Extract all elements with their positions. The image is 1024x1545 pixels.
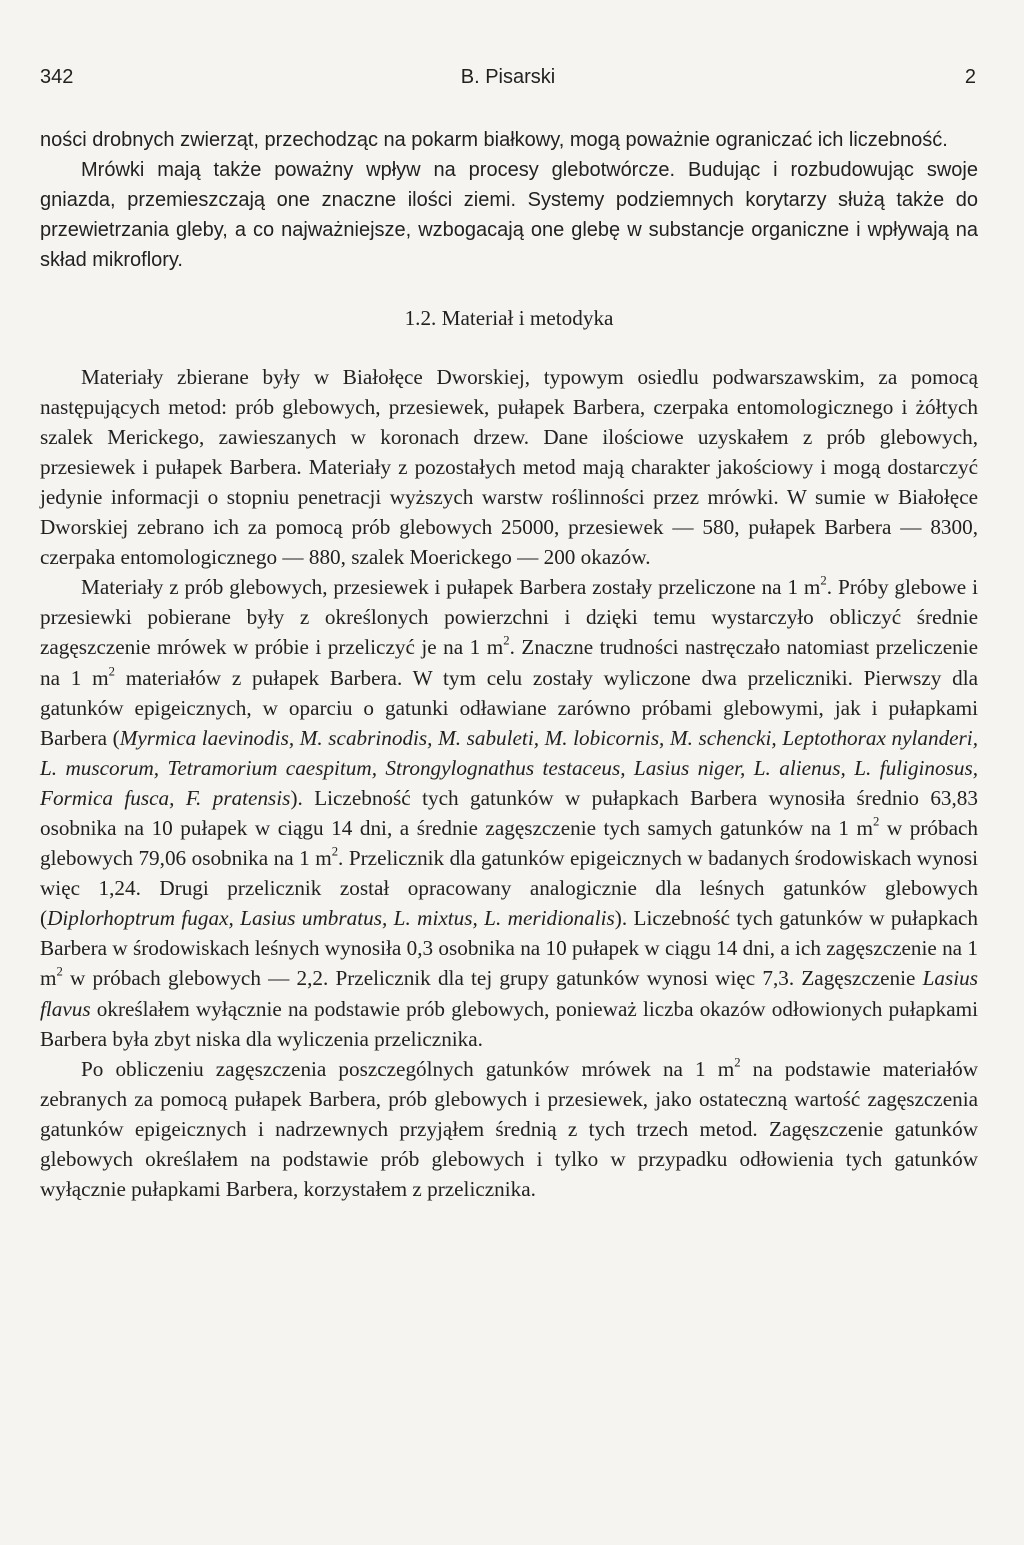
section-heading: 1.2. Materiał i metodyka (404, 306, 614, 331)
text-run: . Znaczne trudności nastręczało natomiast przeliczenie na 1 m (40, 635, 978, 690)
paragraph-text: ności drobnych zwierząt, przechodząc na pokarm białkowy, mogą poważnie ograniczać ich liczebność. (40, 129, 948, 151)
running-head (40, 66, 976, 96)
superscript: 2 (56, 964, 63, 979)
superscript: 2 (873, 814, 880, 829)
species-list-epigeic: Myrmica laevinodis, M. scabrinodis, M. sabuleti, M. lobicornis, M. schencki, Leptothorax nylanderi, L. muscorum, Tetramorium caespitum, Strongylognathus testaceus, Lasius niger, L. alienus, L. fuliginosus, Formica fusca, F. pratensis (40, 725, 978, 810)
text-run: na podstawie materiałów zebranych za pomocą pułapek Barbera, prób glebowych i przesiewek, jako ostateczną wartość zagęszczenia gatunków epigeicznych i nadrzewnych przyjąłem średnią z tych trzech metod. Zagęszczenie gatunków glebowych określałem na podstawie prób glebowych i tylko w przypadku odłowienia tych gatunków wyłącznie pułapkami Barbera, korzystałem z przelicznika. (40, 1056, 978, 1202)
text-run: . Próby glebowe i przesiewki pobierane były z określonych powierzchni i dzięki temu wystarczyło obliczyć średnie zagęszczenie mrówek w próbie i przeliczyć je na 1 m (40, 575, 978, 660)
paragraph-materials (40, 362, 978, 573)
paragraph-text: Materiały zbierane były w Białołęce Dworskiej, typowym osiedlu podwarszawskim, za pomocą następujących metod: prób glebowych, przesiewek, pułapek Barbera, czerpaka entomologicznego i żółtych szalek Merickego, zawieszanych w koronach drzew. Dane ilościowe uzyskałem z prób glebowych, przesiewek i pułapek Barbera. Materiały z pozostałych metod mają charakter jakościowy i mogą dostarczyć jedynie informacji o stopniu penetracji wyższych warstw roślinności przez mrówki. W sumie w Białołęce Dworskiej zebrano ich za pomocą prób glebowych 25000, przesiewek — 580, pułapek Barbera — 8300, czerpaka entomologicznego — 880, szalek Moerickego — 200 okazów. (40, 364, 978, 570)
species-name: Lasius flavus (40, 966, 978, 1021)
text-run: Materiały z prób glebowych, przesiewek i pułapek Barbera zostały przeliczone na 1 m (81, 575, 821, 600)
paragraph-final-density (40, 1054, 978, 1204)
paragraph-soil-processes (40, 155, 978, 275)
page-number-right: 2 (964, 66, 976, 88)
text-run: w próbach glebowych 79,06 osobnika na 1 m (40, 815, 978, 871)
page-number-left: 342 (40, 66, 74, 88)
superscript: 2 (734, 1055, 741, 1070)
superscript: 2 (331, 844, 339, 859)
text-run: określałem wyłącznie na podstawie prób glebowych, ponieważ liczba okazów odłowionych pułapkami Barbera była zbyt niska dla wyliczenia przelicznika. (40, 996, 978, 1051)
text-run: w próbach glebowych — 2,2. Przelicznik dla tej grupy gatunków wynosi więc 7,3. Zagęszczenie (62, 966, 923, 991)
paragraph-text: Mrówki mają także poważny wpływ na procesy glebotwórcze. Budując i rozbudowując swoje gniazda, przemieszczają one znaczne ilości ziemi. Systemy podziemnych korytarzy służą także do przewietrzania gleby, a co najważniejsze, wzbogacają one glebę w substancje organiczne i wpływają na skład mikroflory. (40, 159, 978, 272)
paragraph-conversion-factors (40, 572, 978, 1054)
paragraph-continuation (40, 125, 978, 155)
superscript: 2 (503, 633, 510, 648)
text-run: . Przelicznik dla gatunków epigeicznych w badanych środowiskach wynosi więc 1,24. Drugi przelicznik został opracowany analogicznie dla leśnych gatunków glebowych ( (40, 846, 979, 931)
text-run: ). Liczebność tych gatunków w pułapkach Barbera wynosiła średnio 63,83 osobnika na 10 pułapek w ciągu 14 dni, a średnie zagęszczenie tych samych gatunków na 1 m (40, 785, 978, 840)
superscript: 2 (820, 573, 827, 588)
running-head-author: B. Pisarski (460, 66, 556, 88)
text-run: materiałów z pułapek Barbera. W tym celu zostały wyliczone dwa przeliczniki. Pierwszy dla gatunków epigeicznych, w oparciu o gatunki odławiane zarówno próbami glebowymi, jak i pułapkami Barbera ( (40, 665, 978, 750)
text-run: Po obliczeniu zagęszczenia poszczególnych gatunków mrówek na 1 m (81, 1056, 735, 1081)
superscript: 2 (108, 663, 115, 678)
article-body (40, 125, 978, 1204)
text-run: ). Liczebność tych gatunków w pułapkach Barbera w środowiskach leśnych wynosiła 0,3 osobnika na 10 pułapek w ciągu 14 dni, a ich zagęszczenie na 1 m (40, 906, 979, 991)
species-list-soil: Diplorhoptrum fugax, Lasius umbratus, L. mixtus, L. meridionalis (47, 906, 615, 931)
